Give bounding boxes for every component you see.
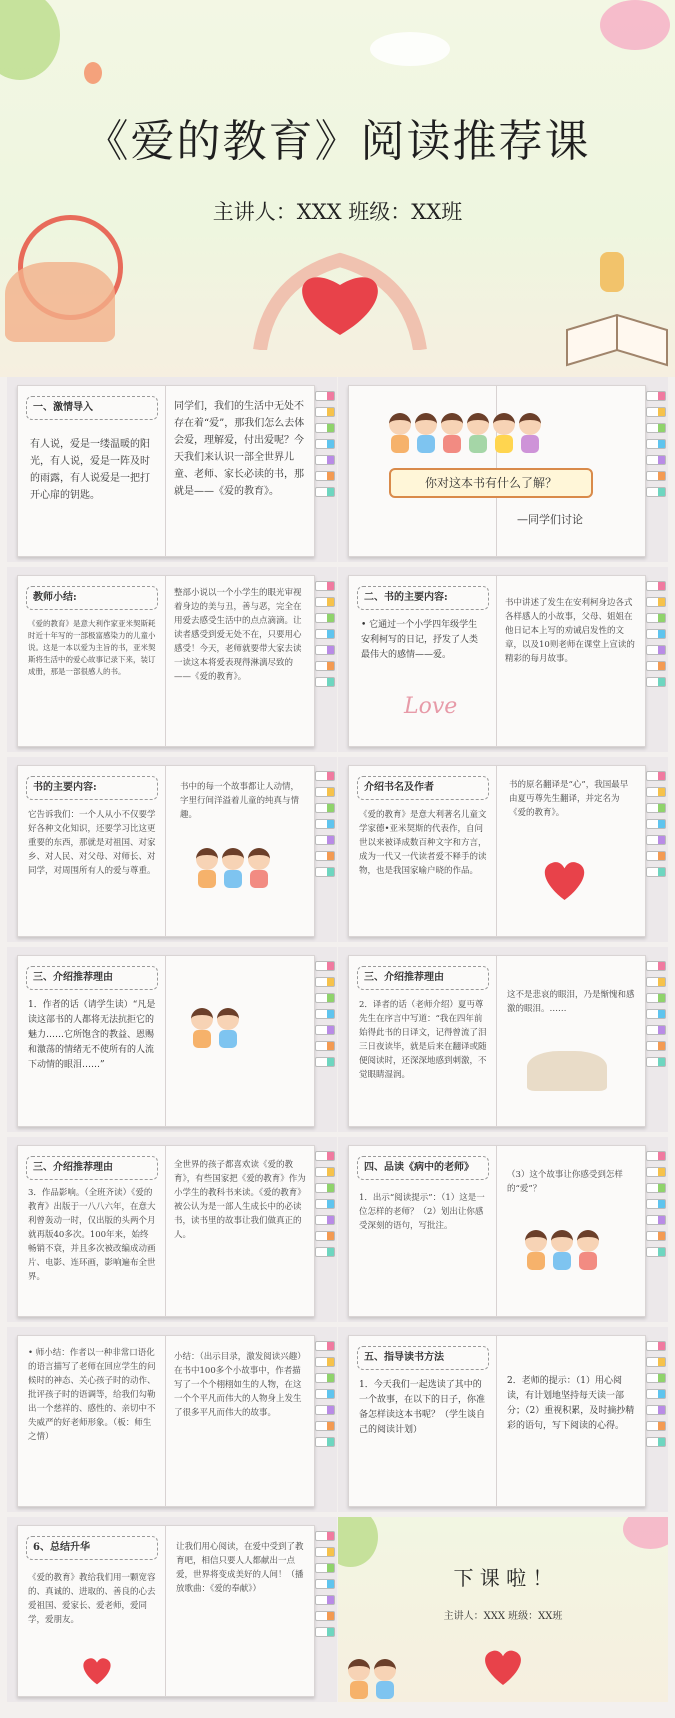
- bookmark-tab: [315, 1215, 335, 1225]
- bookmark-tab: [646, 1437, 666, 1447]
- heart-hands-illustration: [478, 1645, 528, 1688]
- right-page: [497, 956, 644, 1126]
- section-heading: 四、品读《病中的老师》: [357, 1156, 489, 1180]
- bookmark-tab: [315, 645, 335, 655]
- bookmark-tabs: [646, 1341, 666, 1453]
- left-text: 它告诉我们：一个人从小不仅要学好各种文化知识，还要学习比这更重要的东西，那就是对祖国、对家乡、对人民、对父母、对师长、对同学，对周围所有人的爱与尊重。: [28, 810, 156, 876]
- bookmark-tabs: [315, 961, 335, 1073]
- open-book: [348, 955, 646, 1127]
- right-page: [497, 766, 644, 936]
- child-body-icon: [443, 435, 461, 453]
- open-book: [17, 385, 315, 557]
- left-text: 《爱的教育》是意大利作家亚米契斯耗时近十年写的一部极富感染力的儿童小说。这是一本以爱为主旨的书，亚米契斯将生活中的爱心故事记录下来，装订成册，那是一部很感人的书。: [28, 619, 156, 676]
- bookmark-tabs: [315, 581, 335, 693]
- child-face-icon: [415, 413, 437, 435]
- child-face-icon: [222, 848, 244, 870]
- love-script: Love: [404, 694, 458, 719]
- heart-hands-illustration: [78, 1654, 116, 1686]
- right-text: 书中的每一个故事都让人动情，字里行间洋溢着儿童的纯真与情趣。: [180, 782, 300, 820]
- child-face-icon: [348, 1659, 370, 1681]
- bookmark-tabs: [315, 1151, 335, 1263]
- section-heading: 二、书的主要内容:: [357, 586, 489, 610]
- section-heading: 三、介绍推荐理由: [26, 966, 158, 990]
- bookmark-tab: [646, 1057, 666, 1067]
- right-page: [166, 1146, 313, 1316]
- bookmark-tab: [646, 597, 666, 607]
- section-heading: 书的主要内容:: [26, 776, 158, 800]
- slide-13: [7, 1517, 337, 1702]
- bookmark-tab: [646, 487, 666, 497]
- caption-text: —同学们讨论: [517, 513, 583, 526]
- left-text: • 师小结：作者以一种非常口语化的语言描写了老师在回应学生的问候时的神态、关心孩子时的动作、批评孩子时的语调等，给我们勾勒出一个慈祥的、感性的、亲切中不失威严的好老师形象。（板：师生之情）: [28, 1348, 156, 1442]
- bookmark-tab: [646, 629, 666, 639]
- bookmark-tab: [646, 645, 666, 655]
- child-face-icon: [217, 1008, 239, 1030]
- bookmark-tab: [315, 1421, 335, 1431]
- bookmark-tab: [646, 1009, 666, 1019]
- bookmark-tabs: [315, 1341, 335, 1453]
- bookmark-tab: [646, 581, 666, 591]
- child-face-icon: [551, 1230, 573, 1252]
- bookmark-tab: [646, 1421, 666, 1431]
- children-reading-illustration: [196, 846, 274, 890]
- child-body-icon: [417, 435, 435, 453]
- bookmark-tab: [315, 439, 335, 449]
- child-face-icon: [441, 413, 463, 435]
- children-illustration: [348, 1657, 400, 1701]
- bookmark-tab: [315, 835, 335, 845]
- slide-8: [338, 947, 668, 1132]
- bookmark-tab: [646, 977, 666, 987]
- bookmark-tab: [646, 1215, 666, 1225]
- bookmark-tab: [646, 867, 666, 877]
- bookmark-tab: [315, 1579, 335, 1589]
- bookmark-tab: [315, 1247, 335, 1257]
- open-book: [348, 385, 646, 557]
- slide-3: [7, 567, 337, 752]
- bookmark-tab: [315, 1231, 335, 1241]
- open-book: [17, 1335, 315, 1507]
- bookmark-tab: [646, 787, 666, 797]
- slide-5: [7, 757, 337, 942]
- left-page: [349, 956, 497, 1126]
- left-text: 3．作品影响。（全班齐读）《爱的教育》出版于一八八六年，在意大利曾轰动一时，仅出版的头两个月就再版40多次。100年来，始终畅销不衰，并且多次被改编成动画片、电影、连环画，影响遍布全世界。: [28, 1188, 156, 1282]
- slide-12: [338, 1327, 668, 1512]
- bookmark-tab: [315, 1595, 335, 1605]
- right-page: [166, 1526, 313, 1696]
- slide-7: [7, 947, 337, 1132]
- right-text: 同学们，我们的生活中无处不存在着“爱”，那我们怎么去体会爱，理解爱，付出爱呢？今天我们来认识一部全世界儿童、老师、家长必读的书，那就是——《爱的教育》。: [174, 401, 305, 497]
- child-body-icon: [350, 1681, 368, 1699]
- child-face-icon: [191, 1008, 213, 1030]
- child-body-icon: [376, 1681, 394, 1699]
- open-book: [348, 1145, 646, 1317]
- question-banner: 你对这本书有什么了解？: [389, 468, 593, 498]
- bookmark-tab: [646, 803, 666, 813]
- bookmark-tabs: [646, 1151, 666, 1263]
- slide-11: [7, 1327, 337, 1512]
- left-page: [18, 766, 166, 936]
- child-body-icon: [469, 435, 487, 453]
- right-text: 这不是悲哀的眼泪，乃是惭愧和感激的眼泪。……: [507, 990, 635, 1014]
- right-page: [166, 386, 313, 556]
- bookmark-tab: [315, 977, 335, 987]
- bookmark-tabs: [315, 771, 335, 883]
- bookmark-tab: [315, 1357, 335, 1367]
- child-face-icon: [374, 1659, 396, 1681]
- bookmark-tab: [646, 407, 666, 417]
- bookmark-tab: [315, 1389, 335, 1399]
- left-page: [349, 1146, 497, 1316]
- left-page: [18, 386, 166, 556]
- bookmark-tab: [315, 1373, 335, 1383]
- bookmark-tab: [315, 1405, 335, 1415]
- child-body-icon: [521, 435, 539, 453]
- bookmark-tab: [315, 819, 335, 829]
- left-text: 2．译者的话（老师介绍）夏丏尊先生在序言中写道：“我在四年前始得此书的日译文，记得曾流了泪三日夜读毕，就是后来在翻译或随便阅读时，还深深地感到刺激，不觉眼睛湿润。: [359, 1000, 487, 1080]
- bookmark-tab: [315, 867, 335, 877]
- child-face-icon: [389, 413, 411, 435]
- section-heading: 6、总结升华: [26, 1536, 158, 1560]
- bookmark-tab: [646, 1199, 666, 1209]
- child-body-icon: [495, 435, 513, 453]
- children-illustration: [5, 262, 115, 342]
- bookmark-tab: [315, 1611, 335, 1621]
- left-page: [349, 576, 497, 746]
- leaf-decoration: [338, 1517, 378, 1567]
- bookmark-tab: [646, 677, 666, 687]
- child-body-icon: [193, 1030, 211, 1048]
- bookmark-tab: [315, 1041, 335, 1051]
- section-heading: 三、介绍推荐理由: [357, 966, 489, 990]
- open-book: [17, 575, 315, 747]
- bookmark-tabs: [646, 771, 666, 883]
- left-page: [18, 576, 166, 746]
- bookmark-tab: [646, 851, 666, 861]
- open-book: [17, 1525, 315, 1697]
- left-text: 1．今天我们一起选读了其中的一个故事，在以下的日子，你准备怎样读这本书呢？（学生谈自己的阅读计划）: [359, 1380, 486, 1435]
- children-reading-illustration: [525, 1228, 603, 1272]
- right-page: [166, 576, 313, 746]
- right-text: 书中讲述了发生在安利柯身边各式各样感人的小故事，父母、姐姐在他日记本上写的劝诫启发性的文章，以及10则老师在课堂上宣读的精彩的每月故事。: [505, 598, 635, 664]
- heart-hands-illustration: [537, 856, 592, 903]
- bookmark-tabs: [646, 391, 666, 503]
- child-body-icon: [219, 1030, 237, 1048]
- bookmark-tab: [315, 1531, 335, 1541]
- bookmark-tab: [315, 1547, 335, 1557]
- cover-slide: [0, 0, 675, 377]
- bookmark-tab: [315, 1341, 335, 1351]
- bookmark-tab: [315, 1183, 335, 1193]
- section-heading: 一、激情导入: [26, 396, 158, 420]
- bookmark-tab: [315, 771, 335, 781]
- right-page: [166, 956, 313, 1126]
- left-text: 1．作者的话（请学生读）“凡是读这部书的人都将无法抗拒它的魅力……它所饱含的教益、恩赐和激荡的情绪无不使所有的人流下动情的眼泪……”: [28, 1000, 156, 1070]
- right-text: （3）这个故事让你感受到怎样的“爱”？: [507, 1170, 623, 1194]
- bookmark-tab: [646, 471, 666, 481]
- child-on-book-illustration: [600, 252, 624, 292]
- open-book: [348, 765, 646, 937]
- section-heading: 五、指导读书方法: [357, 1346, 489, 1370]
- bookmark-tab: [315, 1025, 335, 1035]
- right-text: 小结：（出示目录，激发阅读兴趣）在书中100多个小故事中，作者描写了一个个栩栩如生的人物，在这一个个平凡而伟大的人物身上发生了很多平凡而伟大的故事。: [174, 1352, 306, 1418]
- section-heading: 介绍书名及作者: [357, 776, 489, 800]
- bookmark-tab: [646, 835, 666, 845]
- open-book: [17, 765, 315, 937]
- cover-title: 《爱的教育》阅读推荐课: [84, 116, 591, 167]
- right-page: [166, 1336, 313, 1506]
- left-page: [349, 1336, 497, 1506]
- bookmark-tab: [315, 1151, 335, 1161]
- left-page: [18, 1526, 166, 1696]
- right-text: 全世界的孩子都喜欢读《爱的教育》，有些国家把《爱的教育》作为小学生的教科书来读。《爱的教育》被公认为是一部人生成长中的必读书，读书里的故事让我们做真正的人。: [174, 1160, 306, 1240]
- bookmark-tabs: [315, 391, 335, 503]
- bookmark-tab: [646, 1041, 666, 1051]
- bookmark-tab: [646, 1167, 666, 1177]
- bookmark-tab: [315, 1563, 335, 1573]
- flower-decoration: [623, 1517, 668, 1549]
- bookmark-tab: [646, 439, 666, 449]
- book-illustration: [562, 290, 672, 370]
- child-body-icon: [579, 1252, 597, 1270]
- bookmark-tab: [315, 1199, 335, 1209]
- bookmark-tab: [315, 1437, 335, 1447]
- bookmark-tab: [315, 487, 335, 497]
- open-book: [348, 575, 646, 747]
- bookmark-tab: [315, 407, 335, 417]
- bookmark-tab: [646, 423, 666, 433]
- bookmark-tabs: [646, 961, 666, 1073]
- child-body-icon: [391, 435, 409, 453]
- slide-4: [338, 567, 668, 752]
- child-face-icon: [493, 413, 515, 435]
- slide-closing: [338, 1517, 668, 1702]
- bookmark-tab: [315, 993, 335, 1003]
- left-page: [349, 766, 497, 936]
- bookmark-tab: [646, 661, 666, 671]
- bookmark-tab: [315, 455, 335, 465]
- bookmark-tab: [646, 1025, 666, 1035]
- slide-6: [338, 757, 668, 942]
- open-book: [17, 1145, 315, 1317]
- bookmark-tab: [315, 471, 335, 481]
- bookmark-tab: [646, 961, 666, 971]
- right-text: 书的原名翻译是“心”，我国最早由夏丏尊先生翻译，并定名为《爱的教育》。: [509, 780, 629, 818]
- bookmark-tab: [315, 1627, 335, 1637]
- slide-1: [7, 377, 337, 562]
- left-page: [18, 1146, 166, 1316]
- bookmark-tab: [315, 803, 335, 813]
- child-face-icon: [467, 413, 489, 435]
- bookmark-tab: [646, 819, 666, 829]
- bookmark-tab: [646, 1183, 666, 1193]
- child-face-icon: [577, 1230, 599, 1252]
- bookmark-tab: [646, 1389, 666, 1399]
- child-body-icon: [224, 870, 242, 888]
- slide-2: [338, 377, 668, 562]
- bookmark-tab: [315, 1167, 335, 1177]
- open-book-icon: [527, 1051, 607, 1091]
- leaf-decoration: [0, 0, 60, 80]
- bookmark-tab: [315, 391, 335, 401]
- left-text: 有人说，爱是一缕温暖的阳光，有人说，爱是一阵及时的雨露，有人说爱是一把打开心扉的钥匙。: [30, 439, 150, 501]
- child-body-icon: [527, 1252, 545, 1270]
- bookmark-tab: [646, 455, 666, 465]
- right-page: [166, 766, 313, 936]
- right-page: [497, 1146, 644, 1316]
- closing-subtitle: 主讲人：XXX 班级：XX班: [443, 1611, 563, 1622]
- bookmark-tab: [315, 629, 335, 639]
- child-body-icon: [198, 870, 216, 888]
- children-illustration: [389, 411, 545, 455]
- child-face-icon: [248, 848, 270, 870]
- bookmark-tab: [315, 1009, 335, 1019]
- section-heading: 三、介绍推荐理由: [26, 1156, 158, 1180]
- right-text: 2．老师的提示：（1）用心阅读，有计划地坚持每天读一部分；（2）重视积累，及时摘抄精彩的语句，写下阅读的心得。: [507, 1376, 635, 1431]
- bookmark-tab: [315, 661, 335, 671]
- left-page: [18, 956, 166, 1126]
- bookmark-tab: [315, 677, 335, 687]
- left-text: • 它通过一个小学四年级学生安利柯写的日记，抒发了人类最伟大的感情——爱。: [361, 620, 479, 660]
- bookmark-tab: [646, 391, 666, 401]
- bookmark-tab: [646, 1231, 666, 1241]
- bookmark-tab: [646, 1357, 666, 1367]
- bookmark-tab: [315, 787, 335, 797]
- bookmark-tab: [315, 581, 335, 591]
- left-text: 《爱的教育》是意大利著名儿童文学家德•亚米契斯的代表作，自问世以来被译成数百种文字和方言，成为一代又一代读者爱不释手的读物，也是我国家喻户晓的作品。: [359, 810, 487, 876]
- open-book: [348, 1335, 646, 1507]
- bookmark-tab: [646, 613, 666, 623]
- child-face-icon: [196, 848, 218, 870]
- cloud-decoration: [370, 32, 450, 66]
- cover-subtitle: 主讲人：XXX 班级：XX班: [212, 200, 463, 224]
- right-text: 整部小说以一个小学生的眼光审视着身边的美与丑，善与恶，完全在用爱去感受生活中的点点滴滴。让读者感受到爱无处不在，只要用心感受！今天，老师就要带大家去读一读这本将爱表现得淋漓尽致的——《爱的教育》。: [174, 588, 302, 682]
- balloon-icon: [84, 62, 102, 84]
- child-face-icon: [519, 413, 541, 435]
- bookmark-tab: [646, 1373, 666, 1383]
- bookmark-tab: [646, 1405, 666, 1415]
- right-page: [497, 1336, 644, 1506]
- right-page: [497, 576, 644, 746]
- bookmark-tab: [646, 1247, 666, 1257]
- bookmark-tab: [315, 423, 335, 433]
- section-heading: 教师小结:: [26, 586, 158, 610]
- bookmark-tab: [315, 597, 335, 607]
- right-text: 让我们用心阅读，在爱中受到了教育吧，相信只要人人都献出一点爱，世界将变成美好的人间！（播放歌曲：《爱的奉献》）: [176, 1542, 304, 1594]
- bookmark-tab: [646, 1151, 666, 1161]
- closing-title: 下 课 啦 ！: [453, 1566, 553, 1590]
- left-text: 1．出示“阅读提示”：（1）这是一位怎样的老师？（2）划出让你感受深刻的语句，写批注。: [359, 1193, 485, 1231]
- bookmark-tab: [315, 613, 335, 623]
- bookmark-tab: [315, 961, 335, 971]
- child-body-icon: [250, 870, 268, 888]
- heart-hands-illustration: [230, 240, 450, 350]
- slide-10: [338, 1137, 668, 1322]
- flower-decoration: [600, 0, 670, 50]
- bookmark-tab: [646, 993, 666, 1003]
- child-face-icon: [525, 1230, 547, 1252]
- child-body-icon: [553, 1252, 571, 1270]
- bookmark-tab: [315, 851, 335, 861]
- bookmark-tabs: [646, 581, 666, 693]
- bookmark-tab: [646, 771, 666, 781]
- bookmark-tab: [646, 1341, 666, 1351]
- bookmark-tabs: [315, 1531, 335, 1643]
- slide-9: [7, 1137, 337, 1322]
- open-book: [17, 955, 315, 1127]
- left-page: [18, 1336, 166, 1506]
- left-text: 《爱的教育》教给我们用一颗宽容的、真诚的、进取的、善良的心去爱祖国、爱家长、爱老师，爱同学，爱朋友。: [28, 1573, 156, 1625]
- bookmark-tab: [315, 1057, 335, 1067]
- children-reading-illustration: [191, 1006, 243, 1050]
